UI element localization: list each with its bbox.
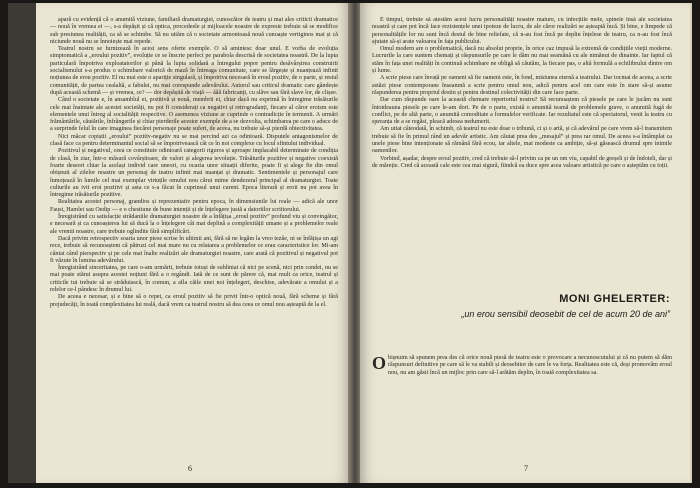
interview-title: „un erou sensibil deosebit de cel de acum 20 de ani” bbox=[461, 309, 670, 319]
paragraph: Dacă privim retrospectiv soarta unor piese scrise în ultimii ani, fără să ne legăm la vreo tezăe, ni se înfățișa un agi rece, trebuie să recunoaștem că pătruzi cel mai mare nu cu relatarea a problemelor ce erau caracteristice lor. Mi-am cântat când pierspectiv și pe cele mai înalte realizări ale dramaturgiei noastre, care arată că pozitivul și negativul pot fi văzute în lumina adevărului. bbox=[50, 235, 338, 264]
paragraph: apară cu evidență că o anumită viziune, familiară dramaturgiei, cunoscător de teatru și mai ales criticii dramatice — nouă în vremea ei —, s-a depășit și că optica, procedeele și mijloacele noastre de expresie trebuie să se modifice sub presiunea realității, ca să se schimbe. Să nu uităm că o societate armonioasă nouă cunoaște vertiginos mai și că niciunde nouă nu se înnoiește mai repede. bbox=[50, 17, 338, 45]
paragraph: Vorbind, așadar, despre eroul pozitiv, cred că trebuie să-l privim ca pe un om viu, capabil de greșeli și de îndoieli, dar și de măreție. Cred că această cale este cea mai sigură, fiindcă ea duce spre acea valoare artistică pe care o așteptăm cu toții. bbox=[372, 155, 672, 169]
paragraph: Când o societate e, în ansamblul ei, pozitivă și nouă, membrii ei, chiar dacă nu exprimă în întregime trăsăturile cele mai înaintate ale acestei societăți, nu pot fi considerați ca negativi și retrogradanți, fiecare al căror eroism este elementele unui întreg al socialității respective. O asemenea viziune ar cuprinde o contradicție în termenii. A urmări frământările, căutările, înfrângerile și chiar pierderile acestor exemple de a se dezvolta, schimbarea pe care o aduce de a surprinde felul în care imaginea fiecărei personaje poate suferi, de aceea, nu trebuie să-și pierdă obiectivitatea. bbox=[50, 97, 338, 133]
interview-intro bbox=[372, 355, 672, 377]
paragraph: Am uitat câteodată, în schimb, că teatrul nu este doar o tribună, ci și o artă, și că adevărul pe care vrem să-l transmitem trebuie să fie în primul rând un adevăr artistic. Am căutat prea des „mesajul” și prea rar omul. De aceea s-a întâmplat ca unele piese bine intenționate să rămână fără ecou, iar altele, mai modeste ca ambiție, să-și găsească drumul spre inimile oamenilor. bbox=[372, 126, 672, 155]
page-number-left: 6 bbox=[188, 464, 192, 473]
paragraph: De aceea e necesar, și e bine să o repet, ca eroul pozitiv să fie privit într-o optică nouă, fără scheme și fără prejudecăți, în toată complexitatea lui reală, dacă vrem ca teatrul nostru să dea ceea ce omul nou așteaptă de la el. bbox=[50, 294, 338, 308]
paragraph: Teatrul nostru se furnizează în acest sens oferte exemple. O să amintesc doar unul. E vorba de evoluția simptomatică a „eroului pozitiv”, evoluție ce se înscrie perfect pe parabola descrisă de societatea noastră. De la lupta particulară împotriva exploatatorilor și până la lupta solidară a întregului popor pentru desăvârșirea construirii socialismului s-a produs o schimbare valorică de mază în întreaga comunitate, care se lărgește și nuanțează infinit noțiunea de erou pozitiv. El nu mai este o apariție singulară, și împotriva necesară în eroul pozitiv, de o parte, și restul comunității, de partea cealaltă, a fabulei, nu mai corespunde adevărului. Autorul sau criticul dramatic care gândește după această schemă — și vremea, ce? — dor depășită de viață — ăăă fabricanți, cu slăve sau fără slave lor, de clișee. bbox=[50, 46, 338, 96]
book-spread bbox=[8, 3, 692, 483]
page-number-right: 7 bbox=[524, 464, 528, 473]
paragraph: E timpul, trebuie să atestăm acest lucru personalități noastre mature, cu infecțiile mele, spinele însă ale societatea noastră și care pot încă face rezistențele unei ipoteze de lucru, de ale căror realizări se așteaptă încă. Și bine, e limpede că personalitățile lor nu sunt încă destul de bine reliefate, că n-au fost încă pe deplin înțelese de teatru, ca n-au fost încă ajutate să-și arate valoarea în fața publicului. bbox=[372, 17, 672, 45]
paragraph: Înregistrând sinceritatea, pe care o-am urmărit, trebuie totuși de subliniat că nici pe scenă, nici prin condei, nu se mai poate stărui asupra acestei noțiuni fără a o regândi. Iată de ce sunt de părere că, mai mult ca orice, teatrul și criticile tui trebuie să se străduiască, în comun, a afla căile unei noi înțelegeri, deschise, adevărate a omului și a relelor ce-l pândesc în drumul lui. bbox=[50, 265, 338, 293]
interviewee-name: MONI GHELERTER: bbox=[559, 293, 670, 305]
paragraph: Pozitivul și negativul, ceea ce constituie odinioară categorii riguros și aproape implacabil determinate de condiția de clasă, în ziar, într-o măsură covârșitoare, de valori și alegerea ievoluție. Trăsăturile pozitive și negative coexistă foarte deseori chiar la același individ care uneori, cu ocazia unor situații diferite, poate fi și alege fie din omul obișnuit al zilelor noastre un personaj de teatru infinit mai nuanțat și dramatic. Sentimentele și personajul care înmoțează în lumile cel mai exemplar virtuțile omului nou cărui mime dendezeral principal al dramaturgiei. Toate culturile au ivit eroi pozitivi și asta ce s-a făcut în cuprinsul unui curent. Epoca literară și eroii nu pot avea în întregime trăsăturile pozitive. bbox=[50, 148, 338, 199]
left-page bbox=[36, 3, 350, 483]
intro-text: bișnuim să spunem prea des că orice nouă piesă de teatru este o provocare a necunoscutului și că nu putem să dăm răspunsuri definitive pe care să le va stabili și deosebitor de care le va forța. Realitatea este că, deși promovăm eroul nou, nu am găsit încă un mijloc prin care să-l arătăm deplin, în toată complexitatea sa. bbox=[388, 355, 672, 376]
paragraph: Nici măcar copiștii „eroului” pozitiv-negativ nu se mai percind azi ca odinioară. Disputele antagonismelor de clasă face ca pentru determinantul social să se împotriveaacă cât ce în noi complexe cu locul sfintului individual. bbox=[50, 133, 338, 148]
paragraph: Omul modern are o problematică, dacă nu absolut proprie, în orice caz impusă la extremă de condițiile vieții moderne. Lucrurile la care suntem chemați și răspunsurile pe care le dăm nu mai seamănă cu ale nimănui de dinainte. Iar faptul că stăm în fața unei realități în continuă schimbare ne obligă să căutăm, la fiecare pas, o altă formulă a echilibrului dintre om și lume. bbox=[372, 46, 672, 75]
paragraph: Înregistrând cu satisfacție strădaniile dramaturgiei noastre de a înfățișa „eroul pozitiv” profund viu și convingător, e necesară și ca cunoașterea lui să ducă la o înțelegere cât mai deplină a complexității umane și a problemelor reale ale vremii noastre, care trebuie oglindite fără simplificări. bbox=[50, 214, 338, 235]
right-page-text bbox=[372, 17, 672, 289]
paragraph: A scrie piese care învață pe oameni să fie oameni este, în fond, misiunea eternă a teatrului. Dar tocmai de aceea, a scrie astăzi piese contemporane înseamnă a scrie pentru omul nou, adică pentru acel om care este în stare să-și asume răspunderea pentru propriul destin și pentru destinul colectivității din care face parte. bbox=[372, 75, 672, 96]
interview-heading bbox=[450, 293, 670, 320]
paragraph: Realitatea acestei personaj, grandios și reprezentativ pentru epoca, în dimensiunile lui reale — adică ale unor Faust, Hamlet sau Oedip — e o chestiune de bune intenții și de înțelegere justă a datoriilor scriitorului. bbox=[50, 199, 338, 213]
right-page bbox=[360, 3, 690, 483]
left-page-text bbox=[50, 17, 338, 309]
drop-cap: O bbox=[372, 353, 387, 373]
book-binding bbox=[8, 3, 38, 483]
paragraph: Dar cum răspunde oare la această chemare repertoriul nostru? Să recunoaștem că piesele pe care le jucăm nu sunt întotdeauna piesele pe care le-am dori. Pe de o parte, există o anumită teamă de problemele grave, o anumită fugă de conflict, pe de altă parte, o anumită comoditate a formulelor verificate. Iar rezultatul este că spectatorul, venit la teatru cu speranța de a se regăsi, pleacă adesea nedumerit. bbox=[372, 97, 672, 126]
